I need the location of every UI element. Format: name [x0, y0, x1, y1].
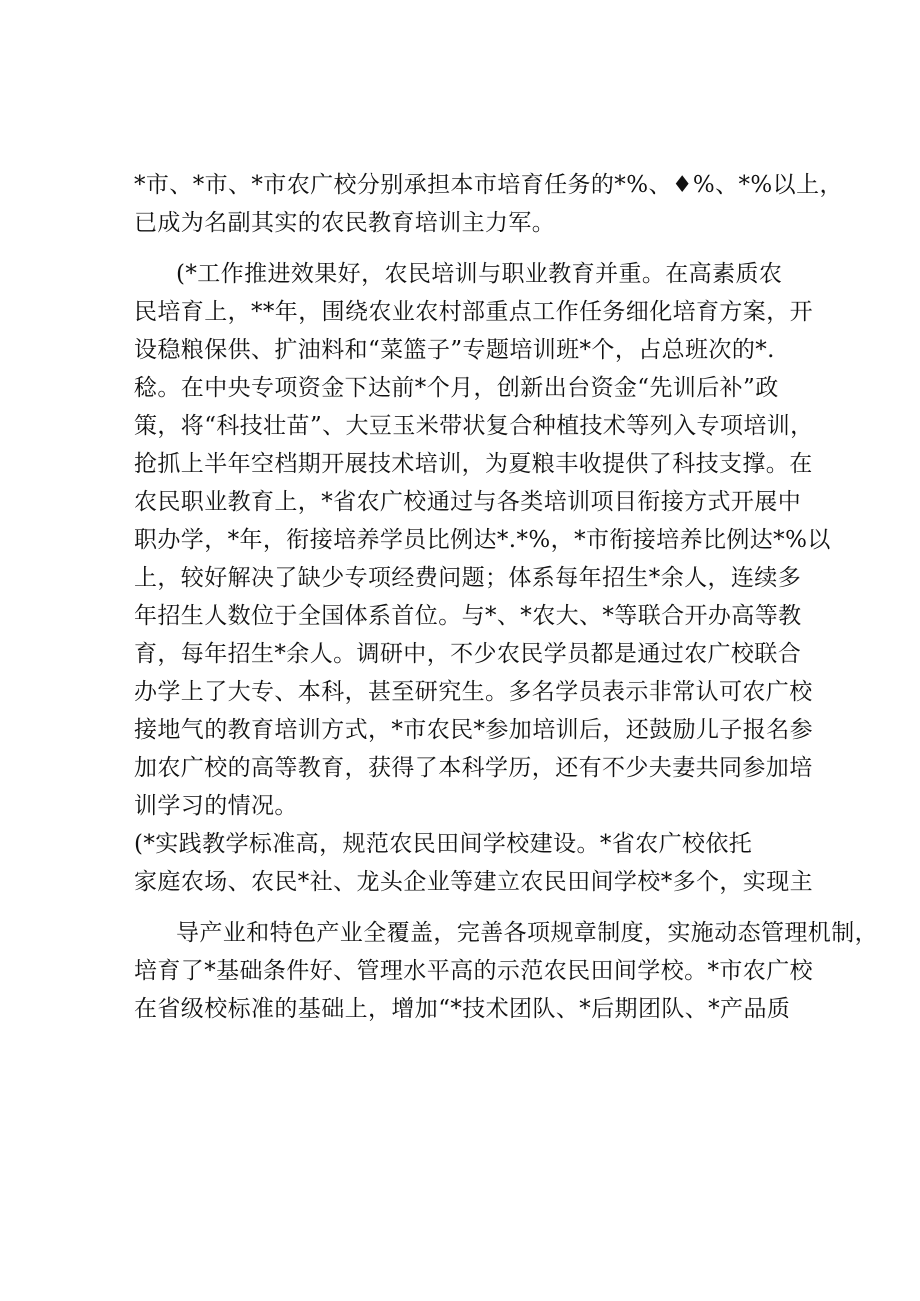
- text-line: 育，每年招生*余人。调研中，不少农民学员都是通过农广校联合: [134, 641, 802, 667]
- text-line: 接地气的教育培训方式，*市农民*参加培训后，还鼓励儿子报名参: [134, 717, 813, 743]
- text-line: 办学上了大专、本科，甚至研究生。多名学员表示非常认可农广校: [134, 679, 813, 705]
- paragraph-start-line: (*工作推进效果好，农民培训与职业教育并重。在高素质农: [176, 261, 783, 287]
- text-line: 设稳粮保供、扩油料和“菜篮子”专题培训班*个，占总班次的*.: [134, 337, 775, 363]
- text-line: 加农广校的高等教育，获得了本科学历，还有不少夫妻共同参加培: [134, 755, 813, 781]
- text-line: 家庭农场、农民*社、龙头企业等建立农民田间学校*多个，实现主: [134, 869, 813, 895]
- text-line: 已成为名副其实的农民教育培训主力军。: [134, 210, 556, 236]
- text-line: 农民职业教育上，*省农广校通过与各类培训项目衔接方式开展中: [134, 489, 802, 515]
- text-line: 上，较好解决了缺少专项经费问题；体系每年招生*余人，连续多: [134, 565, 802, 591]
- text-line: 策，将“科技壮苗”、大豆玉米带状复合种植技术等列入专项培训，: [134, 413, 814, 439]
- text-line: 在省级校标准的基础上，增加“*技术团队、*后期团队、*产品质: [134, 996, 791, 1022]
- text-line: 年招生人数位于全国体系首位。与*、*农大、*等联合开办高等教: [134, 603, 802, 629]
- text-line: 民培育上，**年，围绕农业农村部重点工作任务细化培育方案，开: [134, 299, 813, 325]
- paragraph-start-line: (*实践教学标准高，规范农民田间学校建设。*省农广校依托: [134, 831, 753, 857]
- text-line: *市、*市、*市农广校分别承担本市培育任务的*%、♦%、*%以上，: [134, 172, 843, 198]
- text-line: 抢抓上半年空档期开展技术培训，为夏粮丰收提供了科技支撑。在: [134, 451, 813, 477]
- text-line: 培育了*基础条件好、管理水平高的示范农民田间学校。*市农广校: [134, 958, 813, 984]
- text-line: 职办学，*年，衔接培养学员比例达*.*%，*市衔接培养比例达*%以: [134, 527, 831, 553]
- text-line: 训学习的情况。: [134, 793, 298, 819]
- text-line: 稔。在中央专项资金下达前*个月，创新出台资金“先训后补”政: [134, 375, 779, 401]
- text-line: 导产业和特色产业全覆盖，完善各项规章制度，实施动态管理机制，: [176, 920, 878, 946]
